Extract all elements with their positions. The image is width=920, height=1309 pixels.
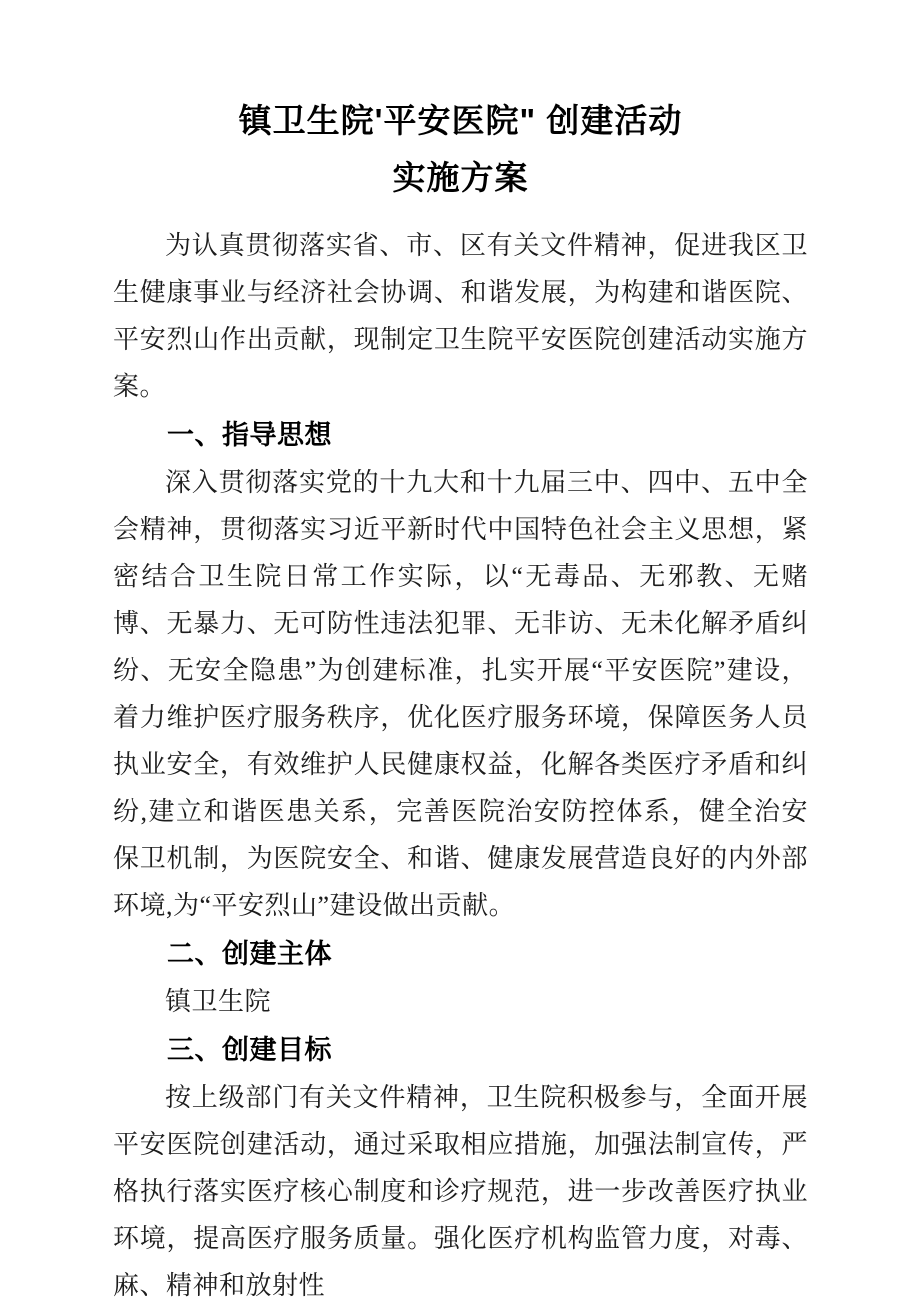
doc-heading-creation-goal: 三、创建目标 [167, 1035, 332, 1065]
doc-heading-creation-subject: 二、创建主体 [167, 939, 332, 969]
doc-paragraph-intro: 为认真贯彻落实省、市、区有关文件精神，促进我区卫生健康事业与经济社会协调、和谐发展，为构建和谐医院、平安烈山作出贡献，现制定卫生院平安医院创建活动实施方案。 [113, 231, 808, 401]
document-title [113, 92, 808, 206]
document-title-line2: 实施方案 [392, 159, 529, 196]
doc-heading-guiding-ideology: 一、指导思想 [167, 420, 332, 450]
doc-paragraph-creation-subject: 镇卫生院 [165, 987, 272, 1016]
doc-paragraph-creation-goal: 按上级部门有关文件精神，卫生院积极参与，全面开展平安医院创建活动，通过采取相应措施，加强法制宣传，严格执行落实医疗核心制度和诊疗规范，进一步改善医疗执业环境，提高医疗服务质量。强化医疗机构监管力度，对毒、麻、精神和放射性 [113, 1083, 808, 1300]
document-title-line1: 镇卫生院'平安医院" 创建活动 [238, 102, 683, 139]
doc-paragraph-guiding-ideology: 深入贯彻落实党的十九大和十九届三中、四中、五中全会精神，贯彻落实习近平新时代中国特色社会主义思想，紧密结合卫生院日常工作实际，以“无毒品、无邪教、无赌博、无暴力、无可防性违法犯罪、无非访、无未化解矛盾纠纷、无安全隐患”为创建标准，扎实开展“平安医院”建设，着力维护医疗服务秩序，优化医疗服务环境，保障医务人员执业安全，有效维护人民健康权益，化解各类医疗矛盾和纠纷,建立和谐医患关系，完善医院治安防控体系，健全治安保卫机制，为医院安全、和谐、健康发展营造良好的内外部环境,为“平安烈山”建设做出贡献。 [113, 468, 808, 920]
